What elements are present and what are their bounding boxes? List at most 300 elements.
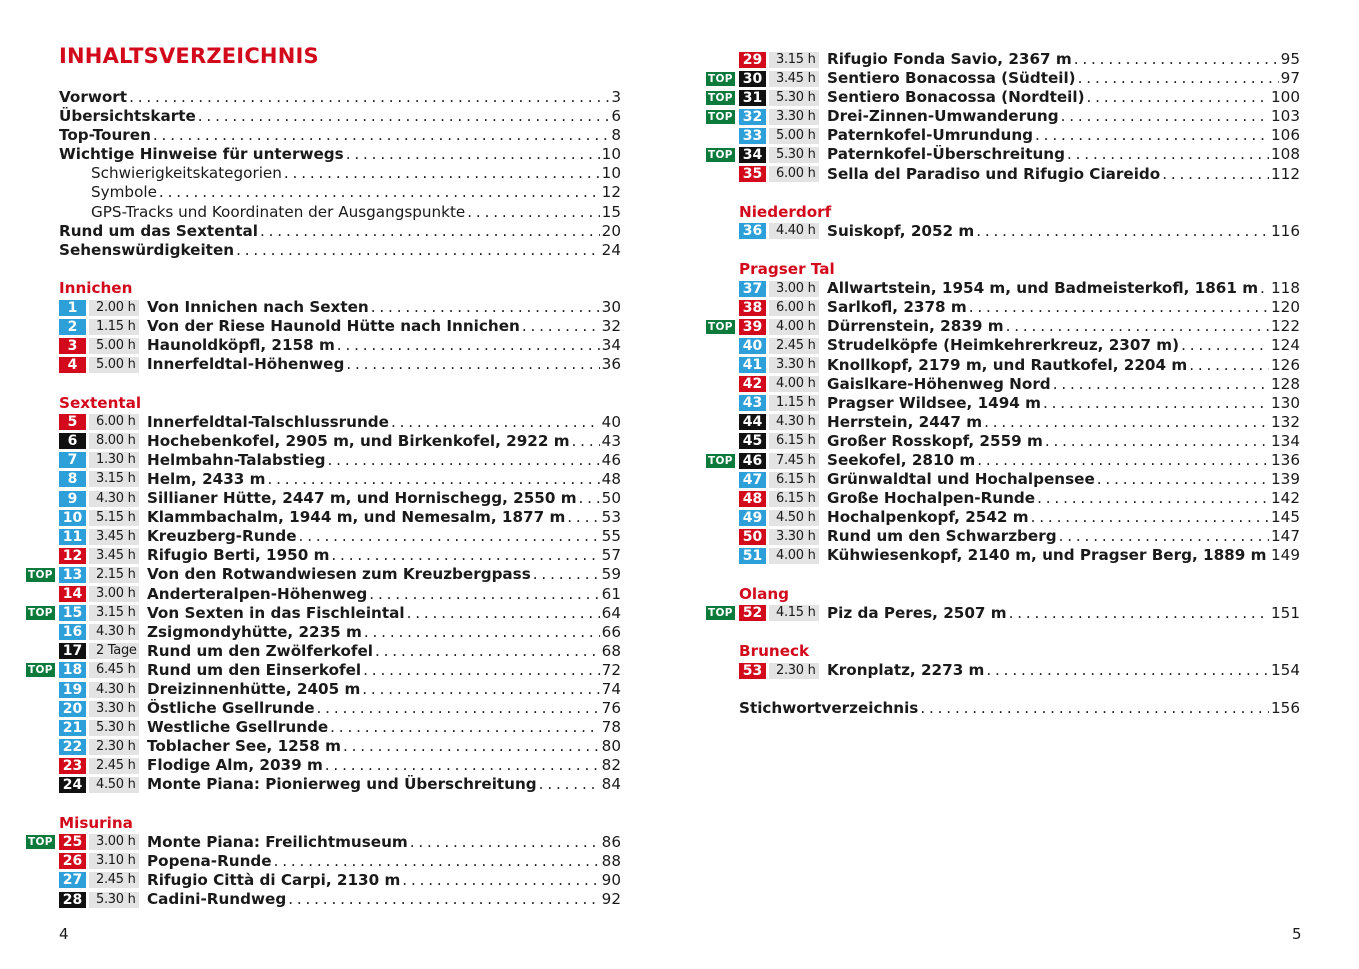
entry-title — [827, 165, 1269, 184]
tour-entry[interactable] — [26, 756, 621, 775]
entry-title — [147, 890, 600, 909]
tour-duration: 4.40 h — [769, 223, 819, 239]
entry-title — [827, 546, 1269, 565]
toc-entry[interactable] — [59, 222, 621, 241]
tour-entry[interactable] — [26, 470, 621, 489]
entry-title — [827, 413, 1269, 432]
entry-title — [147, 565, 600, 584]
dot-leader — [1087, 88, 1269, 107]
tour-entry[interactable] — [706, 126, 1300, 145]
tour-duration: 5.30 h — [769, 147, 819, 163]
tour-entry[interactable] — [26, 565, 621, 584]
tour-entry[interactable] — [26, 604, 621, 623]
tour-entry[interactable] — [706, 145, 1300, 164]
tour-entry[interactable] — [26, 623, 621, 642]
dot-leader — [467, 203, 599, 222]
entry-label: Kreuzberg-Runde — [147, 527, 297, 546]
entry-label: Großer Rosskopf, 2559 m — [827, 431, 1043, 450]
entry-label: Anderteralpen-Höhenweg — [147, 584, 368, 603]
tour-entry[interactable] — [706, 470, 1300, 489]
tour-entry[interactable] — [26, 680, 621, 699]
tour-duration: 6.15 h — [769, 472, 819, 488]
dot-leader — [1043, 394, 1269, 413]
dot-leader — [391, 413, 600, 432]
entry-label: Westliche Gsellrunde — [147, 718, 329, 737]
entry-title — [59, 241, 600, 260]
entry-label: Von der Riese Haunold Hütte nach Innichen — [147, 317, 520, 336]
entry-title — [827, 527, 1269, 546]
tour-duration: 4.30 h — [769, 414, 819, 430]
tour-entry[interactable] — [26, 833, 621, 852]
dot-leader — [274, 852, 600, 871]
top-slot — [706, 320, 736, 334]
tour-duration: 2.45 h — [769, 338, 819, 354]
entry-page-number: 61 — [601, 584, 621, 603]
entry-title — [147, 718, 600, 737]
entry-title — [827, 126, 1269, 145]
entry-label: Sarlkofl, 2378 m — [827, 298, 967, 317]
entry-page-number: 68 — [601, 641, 621, 660]
entry-page-number: 43 — [601, 431, 621, 450]
tour-duration: 5.30 h — [769, 90, 819, 106]
entry-title — [147, 489, 600, 508]
entry-title — [147, 661, 600, 680]
top-tour-badge: TOP — [708, 72, 733, 85]
tour-entry[interactable] — [26, 661, 621, 680]
page-number-left: 4 — [59, 925, 69, 943]
tour-duration: 3.30 h — [89, 701, 139, 717]
entry-label: Rifugio Città di Carpi, 2130 m — [147, 870, 401, 889]
tour-entry[interactable] — [706, 604, 1300, 623]
tour-entry[interactable] — [706, 279, 1300, 298]
tour-entry[interactable] — [706, 375, 1300, 394]
dot-leader — [522, 317, 600, 336]
entry-label: Von Innichen nach Sexten — [147, 298, 369, 317]
entry-page-number: 136 — [1271, 450, 1300, 469]
dot-leader — [337, 336, 600, 355]
entry-title — [59, 126, 609, 145]
tour-number-badge: 7 — [59, 452, 86, 468]
dot-leader — [288, 890, 599, 909]
tour-entry[interactable] — [706, 317, 1300, 336]
tour-entry[interactable] — [26, 642, 621, 661]
entry-title — [147, 317, 600, 336]
entry-page-number: 6 — [611, 107, 621, 126]
dot-leader — [346, 355, 599, 374]
entry-label: Rund um das Sextental — [59, 221, 258, 240]
tour-entry[interactable] — [706, 356, 1300, 375]
entry-title — [59, 222, 600, 241]
entry-label: Flodige Alm, 2039 m — [147, 756, 323, 775]
top-tour-badge: TOP — [708, 91, 733, 104]
entry-title — [147, 623, 600, 642]
dot-leader — [129, 88, 609, 107]
tour-number-badge: 51 — [739, 548, 766, 564]
tour-number-badge: 42 — [739, 376, 766, 392]
tour-entry[interactable] — [706, 527, 1300, 546]
dot-leader — [317, 699, 600, 718]
entry-title — [91, 203, 600, 222]
toc-entry[interactable] — [59, 241, 621, 260]
tour-number-badge: 35 — [739, 166, 766, 182]
tour-number-badge: 28 — [59, 892, 86, 908]
tour-entry[interactable] — [706, 489, 1300, 508]
entry-page-number: 78 — [601, 718, 621, 737]
entry-label: Paternkofel-Überschreitung — [827, 145, 1065, 164]
tour-duration: 5.15 h — [89, 510, 139, 526]
dot-leader — [976, 222, 1269, 241]
tour-entry[interactable] — [26, 298, 621, 317]
entry-title — [827, 69, 1279, 88]
entry-label: Popena-Runde — [147, 851, 272, 870]
tour-duration: 2 Tage — [89, 643, 139, 659]
entry-page-number: 145 — [1271, 508, 1300, 527]
entry-title — [147, 585, 600, 604]
tour-entry[interactable] — [706, 508, 1300, 527]
tour-entry[interactable] — [706, 88, 1300, 107]
dot-leader — [1006, 317, 1269, 336]
entry-page-number: 10 — [601, 164, 621, 183]
tour-entry[interactable] — [706, 413, 1300, 432]
tour-number-badge: 26 — [59, 853, 86, 869]
dot-leader — [364, 623, 600, 642]
entry-label: Helmbahn-Talabstieg — [147, 450, 326, 469]
top-tour-badge: TOP — [28, 607, 53, 620]
tour-duration: 4.50 h — [769, 510, 819, 526]
dot-leader — [346, 145, 600, 164]
region-section — [706, 642, 1300, 680]
region-section — [26, 394, 621, 795]
dot-leader — [260, 222, 600, 241]
tour-number-badge: 41 — [739, 357, 766, 373]
entry-page-number: 15 — [601, 202, 621, 221]
entry-label: Top-Touren — [59, 126, 151, 145]
tour-entry[interactable] — [706, 394, 1300, 413]
top-slot — [26, 835, 56, 849]
entry-label: Vorwort — [59, 88, 128, 106]
entry-page-number: 84 — [601, 775, 621, 794]
entry-title — [147, 413, 600, 432]
tour-number-badge: 50 — [739, 529, 766, 545]
entry-title — [147, 336, 600, 355]
entry-page-number: 66 — [601, 622, 621, 641]
entry-label: Von den Rotwandwiesen zum Kreuzbergpass — [147, 565, 531, 584]
tour-duration: 2.15 h — [89, 567, 139, 583]
entry-label: Rund um den Schwarzberg — [827, 527, 1057, 546]
entry-title — [147, 355, 600, 374]
tour-duration: 3.15 h — [89, 471, 139, 487]
dot-leader — [539, 775, 600, 794]
region-section — [706, 260, 1300, 566]
entry-title — [147, 546, 600, 565]
entry-label: Innerfeldtal-Höhenweg — [147, 355, 345, 374]
tour-entry[interactable] — [26, 451, 621, 470]
entry-page-number: 30 — [601, 298, 621, 317]
tour-entry[interactable] — [26, 890, 621, 909]
entry-label: Rifugio Fonda Savio, 2367 m — [827, 50, 1072, 68]
entry-title — [827, 88, 1269, 107]
top-slot — [706, 72, 736, 86]
entry-page-number: 10 — [601, 145, 621, 164]
tour-number-badge: 47 — [739, 472, 766, 488]
entry-title — [827, 375, 1269, 394]
entry-page-number: 36 — [601, 355, 621, 374]
tour-entry[interactable] — [706, 432, 1300, 451]
tour-duration: 4.15 h — [769, 605, 819, 621]
tour-duration: 3.30 h — [769, 357, 819, 373]
region-section — [706, 50, 1300, 184]
tour-entry[interactable] — [706, 546, 1300, 565]
entry-label: Piz da Peres, 2507 m — [827, 603, 1007, 622]
region-heading: Misurina — [59, 813, 133, 832]
tour-entry[interactable] — [706, 451, 1300, 470]
region-heading: Niederdorf — [739, 202, 832, 221]
tour-number-badge: 31 — [739, 90, 766, 106]
dot-leader — [363, 661, 600, 680]
tour-entry[interactable] — [26, 432, 621, 451]
entry-title — [827, 356, 1269, 375]
entry-page-number: 50 — [601, 489, 621, 508]
top-slot — [26, 606, 56, 620]
tour-number-badge: 13 — [59, 567, 86, 583]
tour-duration: 2.45 h — [89, 872, 139, 888]
tour-duration: 5.30 h — [89, 892, 139, 908]
tour-entry[interactable] — [26, 527, 621, 546]
tour-number-badge: 39 — [739, 319, 766, 335]
top-slot — [706, 606, 736, 620]
tour-entry[interactable] — [706, 50, 1300, 69]
tour-number-badge: 2 — [59, 319, 86, 335]
dot-leader — [325, 756, 600, 775]
entry-label: Rifugio Berti, 1950 m — [147, 546, 330, 565]
entry-title — [147, 871, 600, 890]
entry-label: Sehenswürdigkeiten — [59, 240, 235, 259]
entry-page-number: 118 — [1271, 279, 1300, 298]
entry-label: Strudelköpfe (Heimkehrerkreuz, 2307 m) — [827, 336, 1180, 355]
entry-title — [147, 775, 600, 794]
left-tour-sections — [26, 279, 621, 909]
tour-duration: 3.00 h — [89, 834, 139, 850]
tour-number-badge: 38 — [739, 300, 766, 316]
toc-entry[interactable] — [59, 107, 621, 126]
tour-duration: 1.15 h — [89, 319, 139, 335]
tour-duration: 4.00 h — [769, 319, 819, 335]
tour-entry[interactable] — [26, 699, 621, 718]
region-section — [706, 585, 1300, 623]
tour-entry[interactable] — [26, 852, 621, 871]
tour-entry[interactable] — [706, 107, 1300, 126]
tour-entry[interactable] — [26, 871, 621, 890]
tour-duration: 4.30 h — [89, 682, 139, 698]
tour-number-badge: 17 — [59, 643, 86, 659]
tour-number-badge: 1 — [59, 300, 86, 316]
dot-leader — [1097, 470, 1269, 489]
entry-title — [91, 183, 600, 202]
entry-page-number: 149 — [1271, 546, 1300, 565]
tour-duration: 1.15 h — [769, 395, 819, 411]
tour-number-badge: 44 — [739, 414, 766, 430]
entry-page-number: 59 — [601, 565, 621, 584]
toc-entry[interactable] — [59, 145, 621, 164]
tour-duration: 4.30 h — [89, 491, 139, 507]
tour-entry[interactable] — [26, 718, 621, 737]
tour-entry[interactable] — [26, 317, 621, 336]
entry-title — [147, 680, 600, 699]
region-heading: Pragser Tal — [739, 260, 835, 279]
tour-number-badge: 30 — [739, 71, 766, 87]
tour-entry[interactable] — [706, 165, 1300, 184]
tour-number-badge: 20 — [59, 701, 86, 717]
entry-title — [147, 699, 600, 718]
tour-entry[interactable] — [706, 222, 1300, 241]
tour-number-badge: 40 — [739, 338, 766, 354]
dot-leader — [1189, 356, 1269, 375]
dot-leader — [579, 489, 600, 508]
tour-entry[interactable] — [26, 737, 621, 756]
entry-page-number: 112 — [1271, 164, 1300, 183]
dot-leader — [1009, 604, 1269, 623]
tour-entry[interactable] — [706, 661, 1300, 680]
entry-page-number: 126 — [1271, 355, 1300, 374]
entry-label: Dreizinnenhütte, 2405 m — [147, 679, 361, 698]
entry-title — [147, 451, 600, 470]
toc-entry[interactable] — [59, 203, 621, 222]
top-tour-badge: TOP — [708, 149, 733, 162]
dot-leader — [402, 871, 599, 890]
dot-leader — [331, 546, 599, 565]
tour-entry[interactable] — [26, 585, 621, 604]
tour-number-badge: 3 — [59, 338, 86, 354]
entry-page-number: 122 — [1271, 317, 1300, 336]
tour-duration: 5.00 h — [89, 338, 139, 354]
entry-label: Kühwiesenkopf, 2140 m, und Pragser Berg, 1889 m — [827, 546, 1267, 565]
tour-duration: 4.50 h — [89, 777, 139, 793]
dot-leader — [1059, 527, 1269, 546]
tour-number-badge: 15 — [59, 605, 86, 621]
entry-label: Schwierigkeitskategorien — [91, 164, 282, 183]
tour-entry[interactable] — [706, 336, 1300, 355]
dot-leader — [328, 451, 600, 470]
entry-page-number: 156 — [1271, 699, 1300, 718]
entry-page-number: 151 — [1271, 603, 1300, 622]
dot-leader — [1078, 69, 1279, 88]
toc-entry-index[interactable] — [706, 699, 1300, 718]
entry-page-number: 108 — [1271, 145, 1300, 164]
tour-number-badge: 45 — [739, 433, 766, 449]
region-section — [706, 203, 1300, 241]
tour-number-badge: 11 — [59, 529, 86, 545]
entry-label: Sentiero Bonacossa (Südteil) — [827, 69, 1076, 88]
tour-entry[interactable] — [26, 413, 621, 432]
entry-title — [827, 336, 1269, 355]
entry-title — [147, 527, 600, 546]
toc-entry[interactable] — [59, 88, 621, 107]
dot-leader — [407, 604, 600, 623]
entry-page-number: 53 — [601, 508, 621, 527]
dot-leader — [1260, 279, 1269, 298]
top-slot — [26, 568, 56, 582]
entry-page-number: 12 — [601, 183, 621, 202]
entry-label: Sillianer Hütte, 2447 m, und Hornischegg, 2550 m — [147, 489, 577, 508]
entry-label: Gaislkare-Höhenweg Nord — [827, 374, 1051, 393]
entry-page-number: 90 — [601, 870, 621, 889]
top-tour-badge: TOP — [28, 664, 53, 677]
entry-label: Übersichtskarte — [59, 107, 196, 126]
tour-duration: 3.45 h — [769, 71, 819, 87]
top-tour-badge: TOP — [28, 568, 53, 581]
tour-number-badge: 19 — [59, 682, 86, 698]
top-tour-badge: TOP — [28, 836, 53, 849]
entry-title — [147, 852, 600, 871]
tour-duration: 3.00 h — [769, 281, 819, 297]
toc-entry[interactable] — [59, 126, 621, 145]
tour-entry[interactable] — [26, 546, 621, 565]
tour-entry[interactable] — [26, 775, 621, 794]
tour-number-badge: 10 — [59, 510, 86, 526]
entry-label: Große Hochalpen-Runde — [827, 489, 1036, 508]
tour-duration: 1.30 h — [89, 452, 139, 468]
tour-duration: 3.30 h — [769, 109, 819, 125]
entry-page-number: 76 — [601, 699, 621, 718]
entry-label: Stichwortverzeichnis — [739, 699, 919, 718]
tour-number-badge: 46 — [739, 453, 766, 469]
tour-duration: 6.00 h — [769, 300, 819, 316]
region-heading: Sextental — [59, 393, 142, 412]
intro-list — [59, 88, 621, 260]
tour-duration: 3.45 h — [89, 529, 139, 545]
entry-page-number: 40 — [601, 412, 621, 431]
dot-leader — [1037, 489, 1269, 508]
dot-leader — [920, 699, 1269, 718]
toc-entry[interactable] — [59, 183, 621, 202]
entry-title — [147, 642, 600, 661]
tour-entry[interactable] — [26, 489, 621, 508]
tour-duration: 6.00 h — [89, 414, 139, 430]
dot-leader — [1181, 336, 1269, 355]
tour-entry[interactable] — [706, 69, 1300, 88]
tour-entry[interactable] — [706, 298, 1300, 317]
tour-entry[interactable] — [26, 355, 621, 374]
entry-page-number: 82 — [601, 756, 621, 775]
dot-leader — [153, 126, 609, 145]
top-tour-badge: TOP — [708, 110, 733, 123]
entry-page-number: 74 — [601, 679, 621, 698]
entry-title — [827, 50, 1279, 69]
tour-duration: 3.30 h — [769, 529, 819, 545]
top-slot — [706, 110, 736, 124]
tour-number-badge: 6 — [59, 433, 86, 449]
entry-page-number: 147 — [1271, 527, 1300, 546]
tour-number-badge: 27 — [59, 872, 86, 888]
entry-page-number: 134 — [1271, 431, 1300, 450]
dot-leader — [267, 470, 599, 489]
entry-title — [827, 451, 1269, 470]
entry-page-number: 64 — [601, 603, 621, 622]
top-tour-badge: TOP — [708, 607, 733, 620]
dot-leader — [410, 833, 600, 852]
top-slot — [706, 91, 736, 105]
tour-entry[interactable] — [26, 508, 621, 527]
dot-leader — [1268, 546, 1269, 565]
entry-page-number: 20 — [601, 221, 621, 240]
tour-entry[interactable] — [26, 336, 621, 355]
region-heading: Innichen — [59, 279, 133, 297]
entry-page-number: 8 — [611, 126, 621, 145]
dot-leader — [369, 585, 599, 604]
toc-entry[interactable] — [59, 164, 621, 183]
dot-leader — [198, 107, 610, 126]
dot-leader — [371, 298, 600, 317]
